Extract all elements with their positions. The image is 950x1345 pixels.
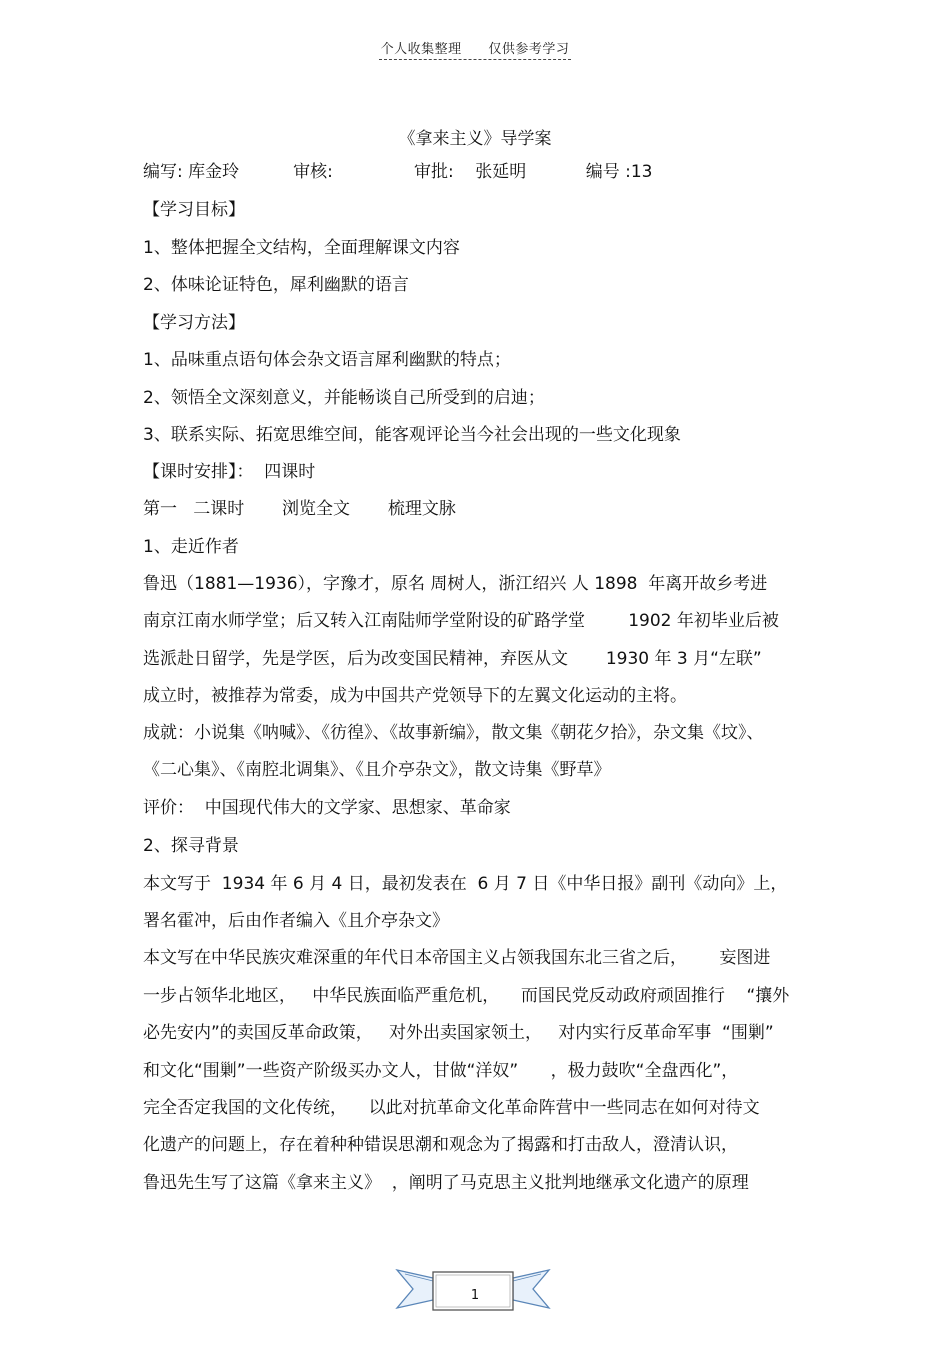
text-line: 3、联系实际、拓宽思维空间，能客观评论当今社会出现的一些文化现象 — [143, 425, 681, 445]
text-line: 本文写于 1934 年 6 月 4 日，最初发表在 6 月 7 日《中华日报》副刊《动向》上， — [143, 874, 788, 894]
text-line: 本文写在中华民族灾难深重的年代日本帝国主义占领我国东北三省之后， 妄图进 — [143, 948, 771, 968]
header-right-text: 仅供参考学习 — [488, 42, 570, 57]
text-line: 成立时，被推荐为常委，成为中国共产党领导下的左翼文化运动的主将。 — [143, 686, 687, 706]
text-line: 选派赴日留学，先是学医，后为改变国民精神，弃医从文 1930 年 3 月“左联” — [143, 649, 762, 669]
text-line: 2、体味论证特色，犀利幽默的语言 — [143, 275, 409, 295]
page-header — [0, 38, 950, 60]
text-line: 必先安内”的卖国反革命政策， 对外出卖国家领土， 对内实行反革命军事 “围剿” — [143, 1023, 774, 1043]
text-line: 化遗产的问题上，存在着种种错误思潮和观念为了揭露和打击敌人，澄清认识， — [143, 1135, 738, 1155]
text-line: 1、走近作者 — [143, 537, 239, 557]
section-heading-methods: 【学习方法】 — [143, 313, 245, 333]
text-line: 署名霍冲，后由作者编入《且介亭杂文》 — [143, 911, 449, 931]
text-line: 2、探寻背景 — [143, 836, 239, 856]
document-title: 《拿来主义》导学案 — [398, 129, 552, 149]
text-line: 《二心集》、《南腔北调集》、《且介亭杂文》，散文诗集《野草》 — [143, 760, 611, 780]
section-heading-goals: 【学习目标】 — [143, 200, 245, 220]
text-line: 成就：小说集《呐喊》、《彷徨》、《故事新编》，散文集《朝花夕拾》，杂文集《坟》、 — [143, 723, 764, 743]
header-banner — [379, 38, 572, 60]
text-line: 鲁迅先生写了这篇《拿来主义》 ，阐明了马克思主义批判地继承文化遗产的原理 — [143, 1173, 749, 1193]
text-line: 和文化“围剿”一些资产阶级买办文人，甘做“洋奴” ，极力鼓吹“全盘西化”， — [143, 1061, 739, 1081]
text-line: 完全否定我国的文化传统， 以此对抗革命文化革命阵营中一些同志在如何对待文 — [143, 1098, 760, 1118]
text-line: 2、领悟全文深刻意义，并能畅谈自己所受到的启迪； — [143, 388, 545, 408]
text-line: 鲁迅（1881—1936），字豫才，原名 周树人，浙江绍兴 人 1898 年离开故乡考进 — [143, 574, 768, 594]
text-line: 南京江南水师学堂；后又转入江南陆师学堂附设的矿路学堂 1902 年初毕业后被 — [143, 611, 779, 631]
text-line: 一步占领华北地区， 中华民族面临严重危机， 而国民党反动政府顽固推行 “攘外 — [143, 986, 790, 1006]
section-heading-schedule: 【课时安排】： 四课时 — [143, 462, 316, 482]
page-number: 1 — [470, 1288, 480, 1303]
meta-line: 编写: 库金玲 审核: 审批: 张延明 编号 :13 — [143, 162, 653, 182]
text-line: 1、整体把握全文结构，全面理解课文内容 — [143, 238, 460, 258]
text-line: 第一 二课时 浏览全文 梳理文脉 — [143, 499, 456, 519]
text-line: 评价： 中国现代伟大的文学家、思想家、革命家 — [143, 798, 511, 818]
text-line: 1、品味重点语句体会杂文语言犀利幽默的特点； — [143, 350, 511, 370]
header-left-text: 个人收集整理 — [380, 42, 462, 57]
